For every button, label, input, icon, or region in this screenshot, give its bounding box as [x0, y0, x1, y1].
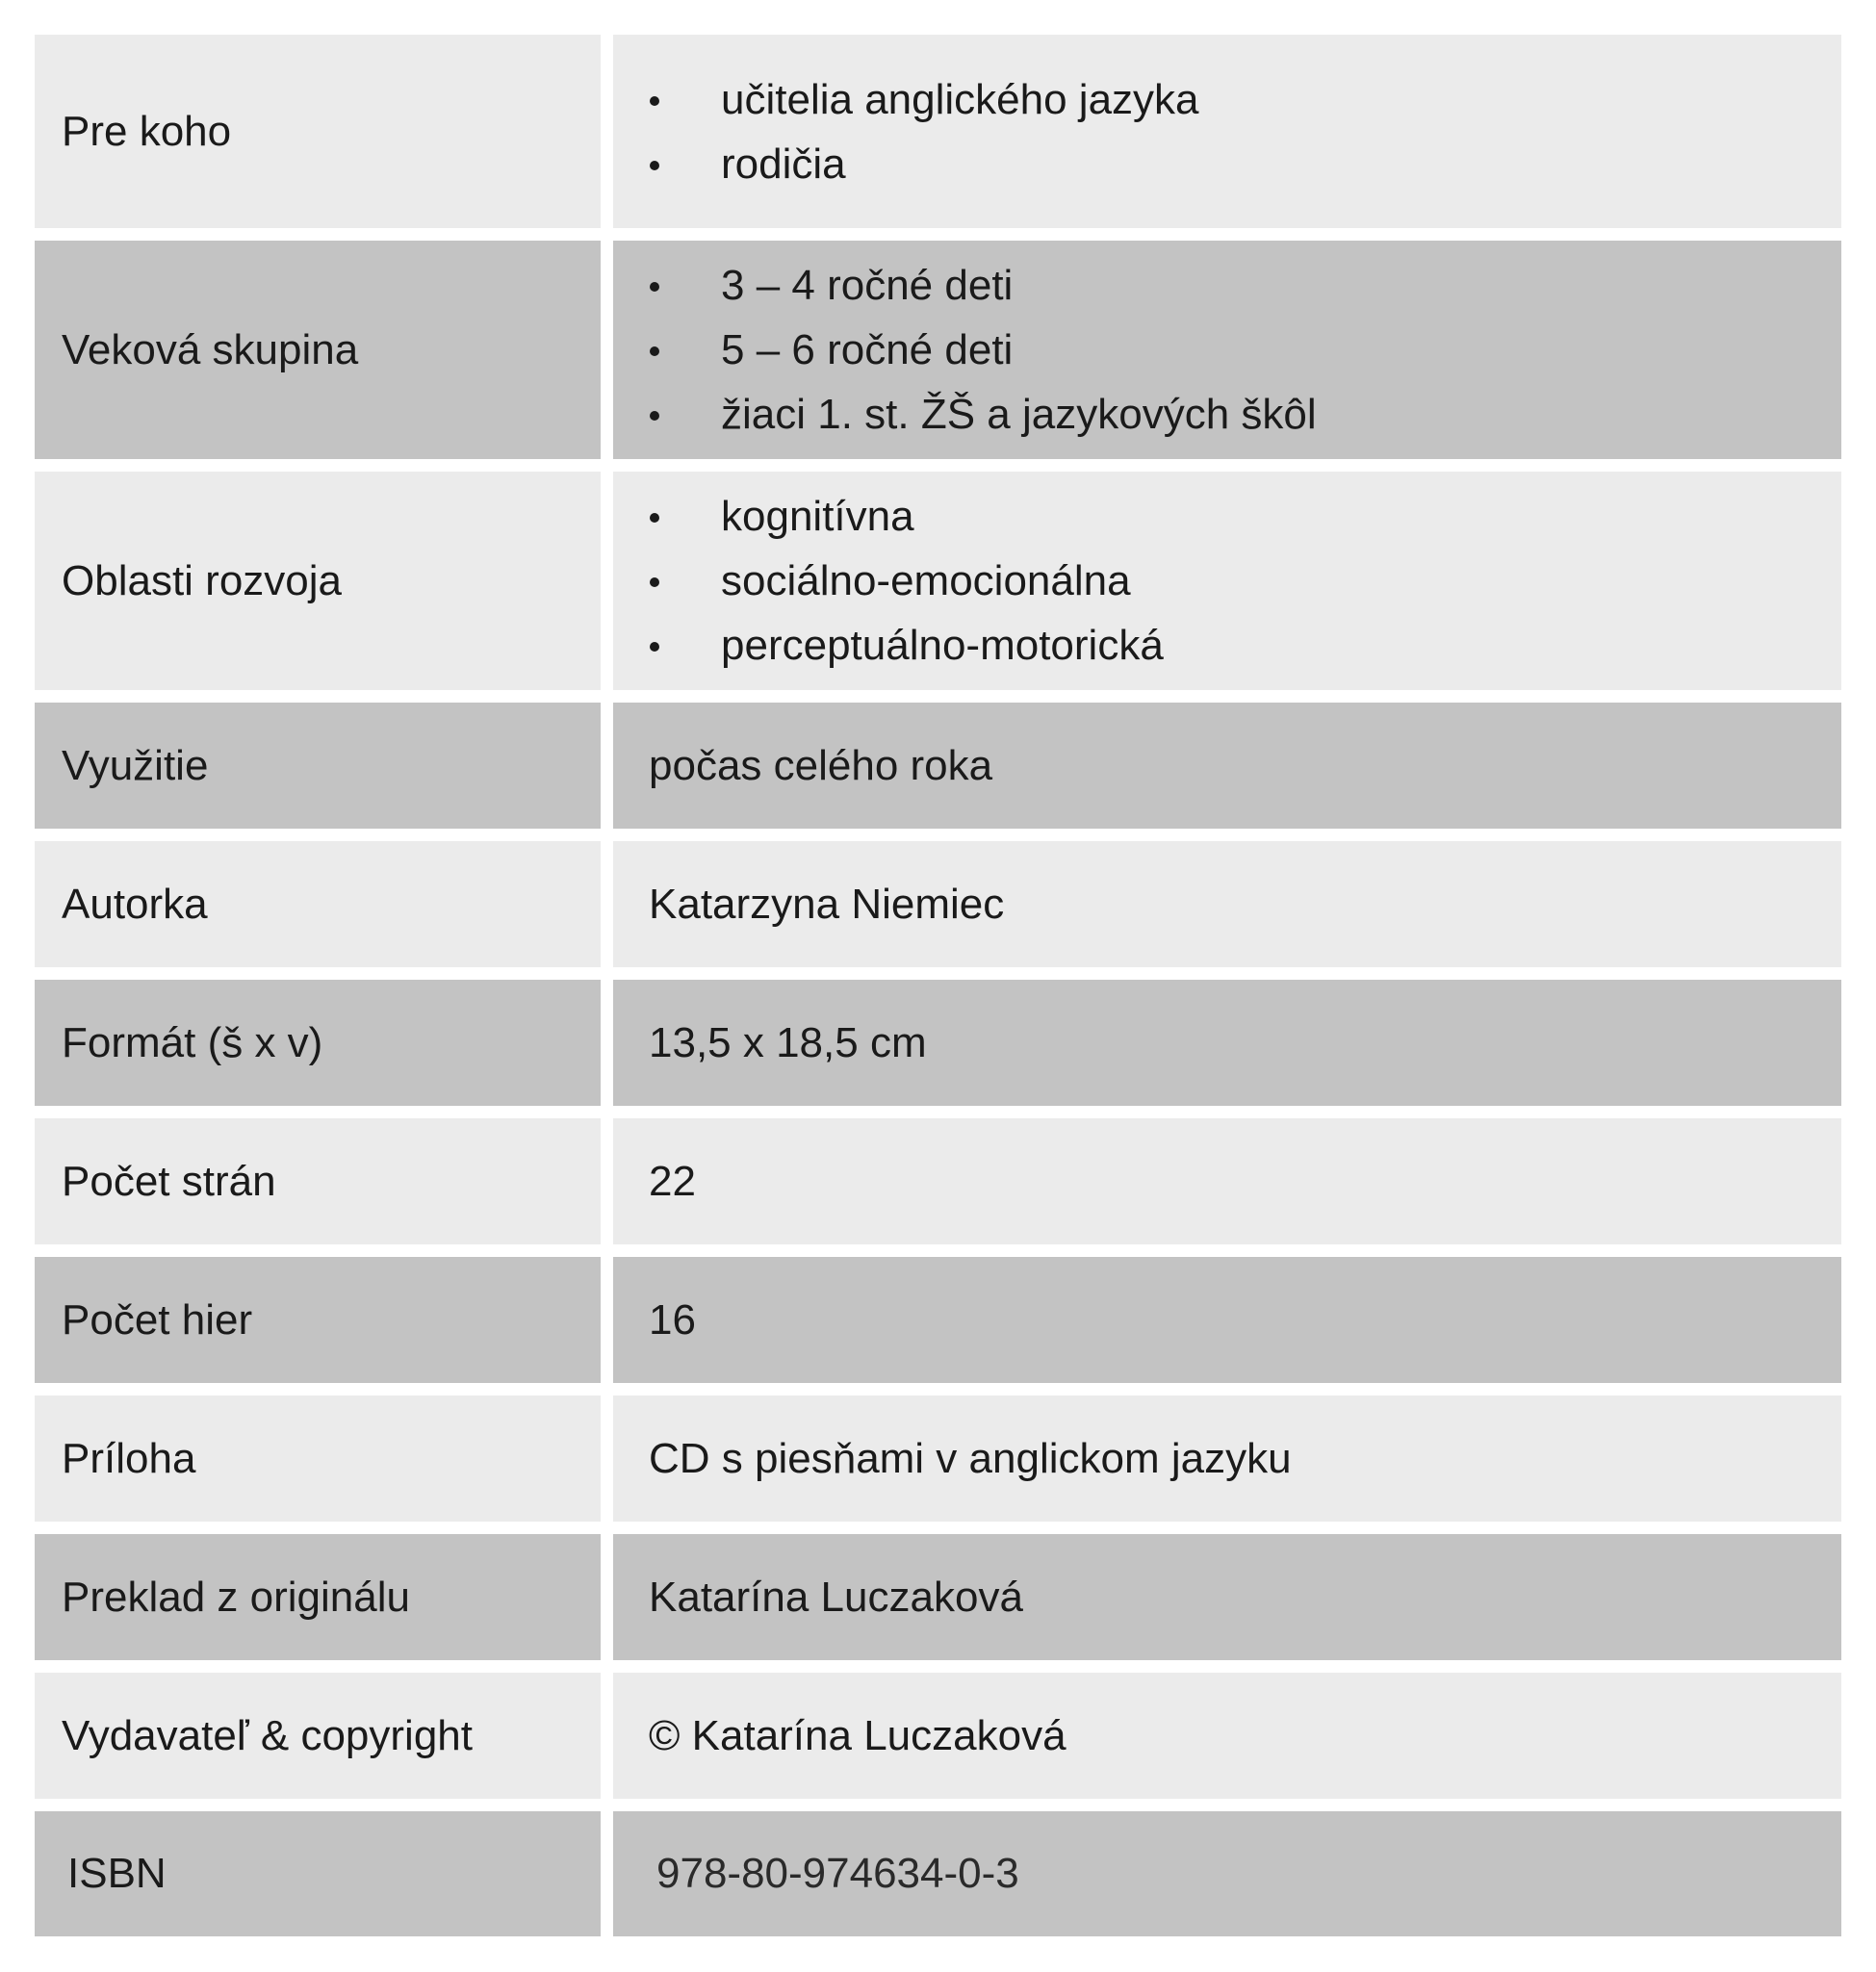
- row-target-audience: [35, 35, 1841, 228]
- row-usage: [35, 703, 1841, 829]
- list-item: 3 – 4 ročné deti: [649, 253, 1317, 318]
- row-development-areas: [35, 472, 1841, 690]
- row-value: 16: [613, 1257, 1841, 1383]
- bullet-list: [649, 484, 1164, 678]
- list-item: perceptuálno-motorická: [649, 613, 1164, 678]
- row-value: 13,5 x 18,5 cm: [613, 980, 1841, 1106]
- row-value: počas celého roka: [613, 703, 1841, 829]
- row-label: Počet hier: [35, 1257, 601, 1383]
- product-info-table: [35, 35, 1841, 1949]
- row-label: Pre koho: [35, 35, 601, 228]
- row-value: Katarzyna Niemiec: [613, 841, 1841, 967]
- row-value: 978-80-974634-0-3: [613, 1811, 1841, 1936]
- row-label: Veková skupina: [35, 241, 601, 459]
- row-label: Počet strán: [35, 1118, 601, 1244]
- row-value: © Katarína Luczaková: [613, 1673, 1841, 1799]
- list-item: rodičia: [649, 132, 1199, 196]
- row-publisher: [35, 1673, 1841, 1799]
- list-item: 5 – 6 ročné deti: [649, 318, 1317, 382]
- row-label: Vydavateľ & copyright: [35, 1673, 601, 1799]
- row-translation: [35, 1534, 1841, 1660]
- row-page-count: [35, 1118, 1841, 1244]
- row-value: Katarína Luczaková: [613, 1534, 1841, 1660]
- row-value: [613, 472, 1841, 690]
- row-attachment: [35, 1396, 1841, 1522]
- row-label: ISBN: [35, 1811, 601, 1936]
- list-item: kognitívna: [649, 484, 1164, 549]
- row-isbn: [35, 1811, 1841, 1936]
- bullet-list: [649, 67, 1199, 196]
- row-game-count: [35, 1257, 1841, 1383]
- row-age-group: [35, 241, 1841, 459]
- bullet-list: [649, 253, 1317, 447]
- row-label: Preklad z originálu: [35, 1534, 601, 1660]
- row-value: [613, 35, 1841, 228]
- row-value: [613, 241, 1841, 459]
- row-author: [35, 841, 1841, 967]
- row-label: Príloha: [35, 1396, 601, 1522]
- row-format: [35, 980, 1841, 1106]
- list-item: učitelia anglického jazyka: [649, 67, 1199, 132]
- row-label: Využitie: [35, 703, 601, 829]
- row-label: Formát (š x v): [35, 980, 601, 1106]
- list-item: žiaci 1. st. ŽŠ a jazykových škôl: [649, 382, 1317, 447]
- row-label: Autorka: [35, 841, 601, 967]
- row-value: 22: [613, 1118, 1841, 1244]
- row-value: CD s piesňami v anglickom jazyku: [613, 1396, 1841, 1522]
- list-item: sociálno-emocionálna: [649, 549, 1164, 613]
- row-label: Oblasti rozvoja: [35, 472, 601, 690]
